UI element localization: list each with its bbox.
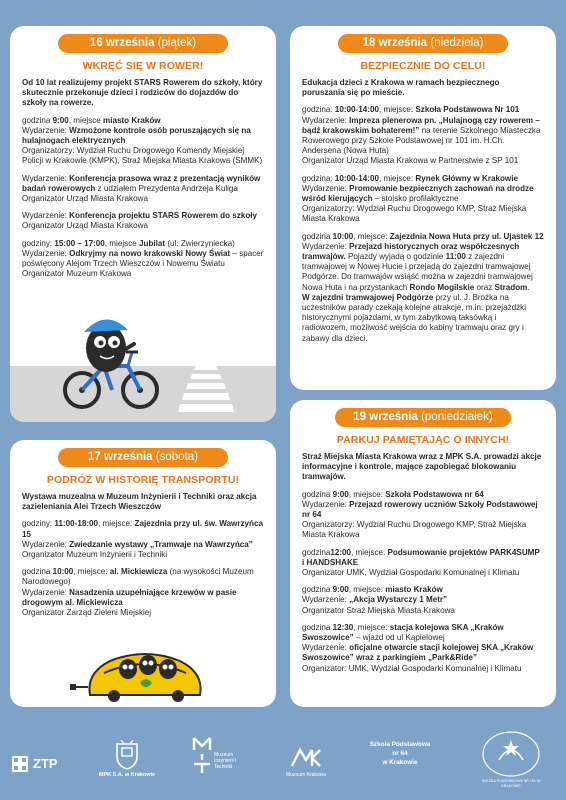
- event-place: Jubilat: [139, 238, 166, 248]
- headline-sep19: PARKUJ PAMIĘTAJĄC O INNYCH!: [336, 434, 510, 446]
- event-place: miasto Kraków: [385, 585, 443, 595]
- event-title: Nasadzenia uzupełniające krzewów w pasie drogowym al. Mickiewicza: [22, 587, 237, 607]
- date-text: 16 września: [89, 37, 155, 49]
- event-time: 11:00: [445, 252, 466, 262]
- day-text: (niedziela): [430, 37, 484, 49]
- cyclist-mascot-icon: [54, 306, 174, 416]
- event-title: Promowanie bezpiecznych zachowań na drodze wśród kierujących: [302, 183, 534, 204]
- event-place: Zajezdnia przy ul. św. Wawrzyńca 15: [22, 519, 263, 539]
- event-label: Wydarzenie:: [302, 115, 350, 125]
- event-block: [302, 623, 544, 674]
- event-label: Wydarzenie:: [22, 248, 70, 258]
- event-label: Wydarzenie:: [302, 499, 350, 509]
- event-organizer: Organizator Urząd Miasta Krakowa: [22, 221, 148, 231]
- time-label: godziny:: [22, 519, 55, 529]
- event-block: [302, 105, 544, 166]
- event-desc: na terenie Szkolnego Miasteczka Rowerowego przy Szkole Podstawowej nr 101 im. H.Ch. Andersena (Nowa Huta): [302, 125, 541, 156]
- event-organizer: Organizator Zarząd Zieleni Miejskiej: [22, 608, 152, 618]
- date-text: 17 września: [88, 451, 153, 463]
- event-place: al. Mickiewicza: [109, 567, 168, 577]
- event-block: [22, 239, 264, 280]
- event-title: Konferencja prasowa wraz z prezentacją wyników badań rowerowych: [22, 173, 261, 193]
- school-text-line2: nr 64: [392, 750, 408, 757]
- logo-mpk: [98, 740, 156, 784]
- event-organizer: Organizatorzy: Wydział Ruchu Drogowego Komendy Miejskiej Policji w Krakowie (KMPK), Straż Miejska Miasta Krakowa (SMMK): [22, 146, 263, 166]
- mit-text: Muzeum Inżynierii i Techniki: [214, 752, 237, 770]
- event-organizer: Organizator Muzeum Inżynierii i Techniki: [22, 550, 168, 560]
- school-text-line1: Szkoła Podstawowa: [369, 741, 431, 748]
- event-block: [302, 490, 544, 541]
- event-title: oficjalne otwarcie stacji kolejowej SKA „Kraków Swoszowice” wraz z parkingiem „Park&Ride”: [302, 643, 534, 663]
- time-label: godzina: [302, 547, 331, 557]
- day-text: (sobota): [155, 451, 198, 463]
- sp101-text: SZKOŁA PODSTAWOWA NR 101 W KRAKOWIE: [481, 779, 541, 788]
- event-time: 10:00-14:00: [334, 173, 379, 183]
- event-place: Rynek Główny w Krakowie: [415, 173, 518, 183]
- date-text: 19 września: [353, 411, 418, 423]
- intro-sep18: Edukacja dzieci z Krakowa w ramach bezpiecznego poruszania się po mieście.: [302, 78, 500, 98]
- time-label: godzina: [302, 231, 333, 241]
- day-text: (poniedziałek): [421, 411, 493, 423]
- event-block: [22, 519, 264, 560]
- event-label: Wydarzenie:: [302, 241, 350, 251]
- event-place: miasto Kraków: [103, 115, 161, 125]
- logo-mk: [282, 746, 330, 786]
- place-label: , miejsce:: [348, 489, 386, 499]
- mpk-text: MPK S.A. w Krakowie: [98, 772, 156, 778]
- time-label: godziny:: [22, 238, 55, 248]
- event-desc: .: [527, 282, 530, 292]
- logo-ztp: [12, 754, 62, 774]
- event-organizer: Organizator UMK, Wydział Gospodarki Komunalnej i Klimatu: [302, 568, 520, 578]
- event-place: stacja kolejowa SKA „Kraków Swoszowice”: [302, 622, 504, 643]
- event-organizer: Organizator Straż Miejska Miasta Krakowa: [302, 605, 455, 615]
- event-organizer: Organizator Muzeum Krakowa: [22, 269, 132, 279]
- time-label: godzina: [302, 489, 333, 499]
- event-label: Wydarzenie:: [22, 587, 70, 597]
- event-title: Zwiedzanie wystawy „Tramwaje na Wawrzyńca”: [69, 539, 253, 549]
- ztp-text: ZTP: [33, 756, 58, 771]
- event-place: W zajezdni tramwajowej Podgórze: [302, 292, 434, 302]
- cyclist-scene: [10, 304, 276, 422]
- event-time: 11:00-18:00: [54, 519, 99, 529]
- event-time: 10:00: [52, 567, 74, 577]
- event-label: Wydarzenie:: [22, 173, 70, 183]
- place-label: , miejsce:: [353, 622, 390, 632]
- headline-sep17: PODRÓŻ W HISTORIĘ TRANSPORTU!: [46, 474, 240, 486]
- event-organizer: Organizatorzy: Wydział Ruchu Drogowego KMP, Straż Miejska Miasta Krakowa: [302, 204, 527, 224]
- mit-logo-icon: [192, 736, 212, 774]
- mk-text: Muzeum Krakowa: [285, 772, 326, 778]
- time-label: godzina: [302, 622, 333, 632]
- sp101-emblem-icon: [481, 730, 541, 778]
- event-place-detail: (na wysokości Muzeum Narodowego): [22, 567, 254, 587]
- event-desc: – stoisko profilaktyczne: [372, 194, 459, 204]
- event-label: Wydarzenie:: [22, 125, 70, 135]
- event-organizer: Organizator Urząd Miasta Krakowa w Partnerstwie z SP 101: [302, 156, 519, 166]
- event-block: [302, 174, 544, 225]
- event-place-detail: – wjazd od ul Kąpielowej: [353, 633, 445, 643]
- event-desc: – spacer poświęcony Alejom Trzech Wieszczów i Nowemu Światu: [22, 248, 264, 269]
- event-time: 9:00: [332, 585, 349, 595]
- place-label: , miejsce:: [351, 547, 388, 557]
- event-desc: oraz: [474, 282, 495, 292]
- intro-sep17: Wystawa muzealna w Muzeum Inżynierii i Techniki oraz akcja zazieleniania Alei Trzech Wieszczów: [22, 492, 257, 512]
- event-block: [302, 232, 544, 344]
- event-organizer: Organizator Urząd Miasta Krakowa: [22, 194, 148, 204]
- event-place: Szkoła Podstawowa nr 64: [385, 489, 484, 499]
- intro-sep19: Straż Miejska Miasta Krakowa wraz z MPK S.A. prowadzi akcje informacyjne i kontrole, mające zapobiegać blokowaniu tramwajów.: [302, 452, 542, 482]
- event-label: Wydarzenie:: [22, 539, 70, 549]
- event-place: Podsumowanie projektów PARK4SUMP i HANDSHAKE: [302, 547, 540, 567]
- card-sep16: [10, 26, 276, 422]
- event-desc: z udziałem Prezydenta Andrzeja Kuliga: [95, 183, 238, 193]
- logo-sp101: [478, 730, 544, 790]
- bus-mascots-icon: [70, 643, 220, 703]
- place-label: , miejsce:: [348, 585, 386, 595]
- card-sep18: [290, 26, 556, 390]
- event-desc: Pojazdy wyjadą o godzinie: [345, 252, 446, 262]
- event-label: Wydarzenie:: [302, 643, 350, 653]
- event-label: Wydarzenie:: [22, 211, 70, 221]
- event-place: Zajezdnia Nowa Huta przy ul. Ujastek 12: [389, 231, 544, 241]
- event-time: 10:00: [332, 231, 354, 241]
- event-block: [302, 548, 544, 579]
- event-organizer: Organizator: UMK, Wydział Gospodarki Komunalnej i Klimatu: [302, 663, 522, 673]
- event-place-detail: (ul. Zwierzyniecka): [165, 238, 235, 248]
- event-title: Wzmożone kontrole osób poruszających się na hulajnogach elektrycznych: [22, 125, 251, 146]
- event-title: Odkryjmy na nowo krakowski Nowy Świat: [69, 248, 231, 258]
- place-label: , miejsce: [68, 115, 103, 125]
- event-block: [22, 567, 264, 618]
- event-label: Wydarzenie:: [302, 183, 350, 193]
- headline-sep16: WKRĘĆ SIĘ W ROWER!: [82, 60, 204, 72]
- event-desc: z zajezdni tramwajowej w Nowej Hucie i przejadą do zajezdni tramwajowej Podgórze. Do tramwajów wsiąść można w zajezdni tramwajowej Nowa Huta i na przystankach: [302, 252, 533, 292]
- event-time: 10:00-14:00: [334, 105, 379, 115]
- headline-sep18: BEZPIECZNIE DO CELU!: [360, 60, 486, 72]
- event-time: 15:00 – 17:00: [54, 238, 105, 248]
- event-title: Przejazd historycznych oraz współczesnych tramwajów.: [302, 241, 520, 262]
- intro-sep16: Od 10 lat realizujemy projekt STARS Rowerem do szkoły, który skutecznie przekonuje dzieci i rodziców do dojazdów do szkoły na rowerze.: [22, 78, 263, 108]
- time-label: godzina: [302, 585, 333, 595]
- event-title: Przejazd rowerowy uczniów Szkoły Podstawowej nr 64: [302, 499, 538, 520]
- logo-museum-mit: [192, 736, 252, 786]
- day-text: (piątek): [157, 37, 197, 49]
- event-time: 9:00: [332, 489, 349, 499]
- date-pill-sep19: [335, 408, 511, 427]
- place-label: , miejsce:: [98, 519, 135, 529]
- place-label: , miejsce:: [378, 105, 416, 115]
- event-desc: przy ul. J. Brożka na uczestników parady czekają kolejne atrakcje, m.in. przejażdżki historycznymi pojazdami, w tym zabytkową taksówką i radiowozem, możliwość wejścia do kabiny tramwaju oraz gry i zabawy dla dzieci.: [302, 292, 527, 343]
- logo-sp64: [362, 740, 438, 784]
- place-label: , miejsce:: [378, 173, 416, 183]
- date-pill-sep18: [338, 34, 508, 53]
- event-time: 12:00: [330, 547, 352, 557]
- mk-logo-icon: [290, 746, 322, 768]
- ztp-logo-icon: [12, 756, 28, 772]
- partner-logos: [0, 722, 566, 800]
- event-label: Wydarzenie:: [302, 595, 350, 605]
- school-text-line3: w Krakowie: [382, 759, 418, 766]
- place-label: , miejsce:: [353, 231, 390, 241]
- place-label: , miejsce: [104, 238, 139, 248]
- event-title: „Akcja Wystarczy 1 Metr”: [349, 595, 448, 605]
- mpk-crest-icon: [114, 740, 140, 770]
- place-label: , miejsce:: [73, 567, 110, 577]
- event-block: [22, 174, 264, 205]
- event-block: [22, 116, 264, 167]
- time-label: godzina:: [302, 173, 335, 183]
- card-sep17: [10, 440, 276, 707]
- event-block: [22, 211, 264, 231]
- time-label: godzina: [22, 567, 53, 577]
- date-text: 18 września: [362, 37, 428, 49]
- event-block: [302, 585, 544, 616]
- tram-stop: Rondo Mogilskie: [409, 282, 475, 292]
- card-sep19: [290, 400, 556, 707]
- event-time: 12:30: [332, 622, 354, 632]
- event-time: 9:00: [52, 115, 69, 125]
- event-title: Impreza plenerowa pn. „Hulajnogą czy rowerem – bądź krakowskim bohaterem!”: [302, 115, 540, 135]
- time-label: godzina: [22, 115, 53, 125]
- date-pill-sep17: [58, 448, 228, 467]
- date-pill-sep16: [58, 34, 228, 53]
- event-place: Szkoła Podstawowa Nr 101: [415, 105, 520, 115]
- time-label: godzina:: [302, 105, 335, 115]
- event-organizer: Organizatorzy: Wydział Ruchu Drogowego KMP, Straż Miejska Miasta Krakowa: [302, 520, 527, 540]
- event-title: Konferencja projektu STARS Rowerem do szkoły: [69, 211, 258, 221]
- tram-stop: Stradom: [494, 282, 528, 292]
